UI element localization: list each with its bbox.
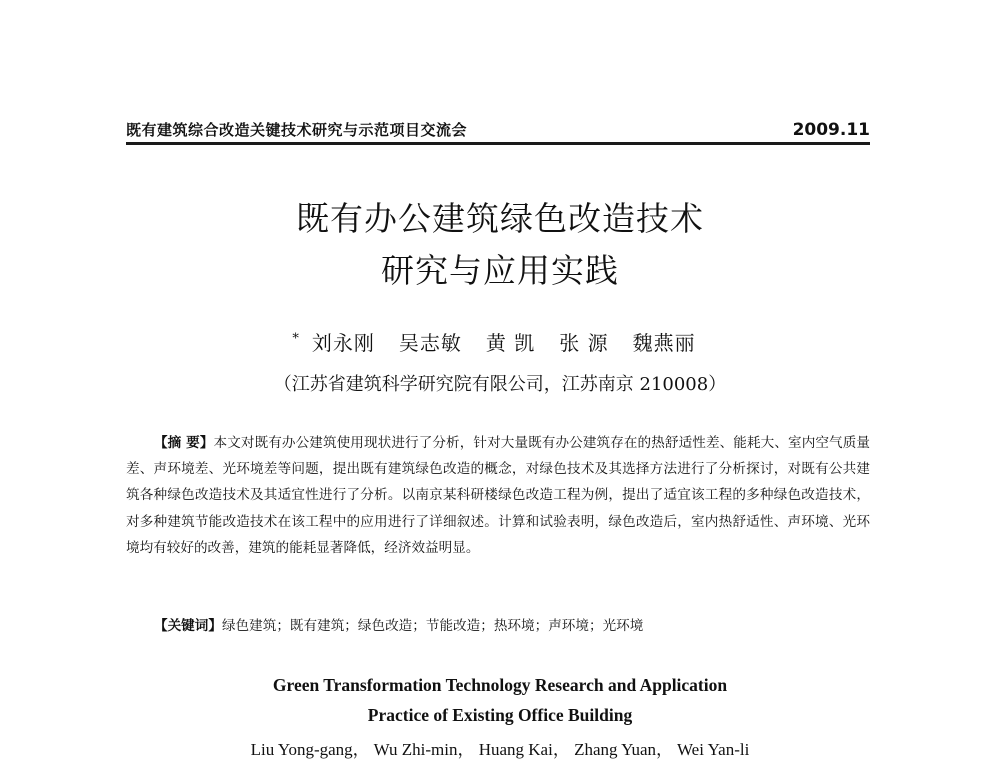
author-name: 刘永刚 [311,331,375,355]
keywords-text: 绿色建筑；既有建筑；绿色改造；节能改造；热环境；声环境；光环境 [221,618,644,634]
header-date: 2009.11 [792,120,870,140]
paper-title-line-1: 既有办公建筑绿色改造技术 [296,199,704,238]
running-header [126,112,870,145]
conference-name: 既有建筑综合改造关键技术研究与示范项目交流会 [126,121,468,139]
author-list [0,327,1000,356]
abstract-text: 本文对既有办公建筑使用现状进行了分析，针对大量既有办公建筑存在的热舒适性差、能耗大、室内空气质量差、声环境差、光环境差等问题，提出既有建筑绿色改造的概念，对绿色技术及其选择方法进行了分析探讨，对既有公共建筑各种绿色改造技术及其适宜性进行了分析。以南京某科研楼绿色改造工程为例，提出了适宜该工程的多种绿色改造技术，对多种建筑节能改造技术在该工程中的应用进行了详细叙述。计算和试验表明，绿色改造后，室内热舒适性、声环境、光环境均有较好的改善，建筑的能耗显著降低，经济效益明显。 [126,435,870,556]
abstract [126,430,870,561]
keywords [154,614,870,638]
author-name: 张 源 [559,331,609,355]
corresponding-author-marker: * [292,331,300,347]
english-author-list: Liu Yong-gang， Wu Zhi-min， Huang Kai， Zhang Yuan， Wei Yan-li [250,740,750,759]
abstract-label: 【摘 要】 [154,435,214,451]
english-title-line-1: Green Transformation Technology Research and Application [272,675,728,695]
author-name: 黄 凯 [485,331,536,355]
affiliation: （江苏省建筑科学研究院有限公司，江苏南京 210008） [273,374,727,395]
english-title-line-2: Practice of Existing Office Building [367,705,633,725]
author-name: 魏燕丽 [632,331,696,355]
author-name: 吴志敏 [398,331,462,355]
paper-title-line-2: 研究与应用实践 [381,251,619,290]
keywords-label: 【关键词】 [154,618,222,634]
